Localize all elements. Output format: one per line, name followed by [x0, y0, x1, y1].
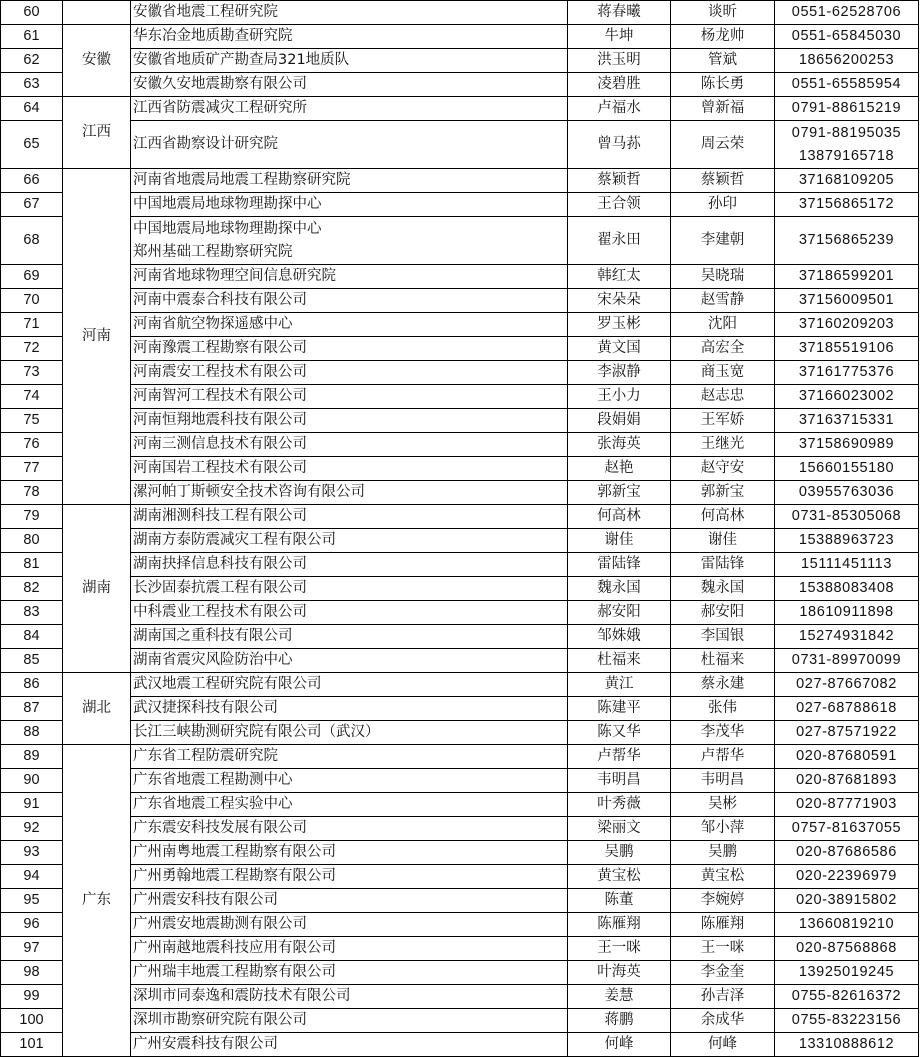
- phone-cell: 37158690989: [775, 433, 919, 457]
- row-number-cell: 89: [1, 745, 63, 769]
- row-number-cell: 87: [1, 697, 63, 721]
- contact-person-cell: 王一咪: [568, 937, 671, 961]
- contact-person-cell: 杜福来: [671, 649, 775, 673]
- table-row: [1, 481, 919, 505]
- phone-cell: 18656200253: [775, 49, 919, 73]
- contact-person-cell: 邹姝娥: [568, 625, 671, 649]
- contact-person-cell: 梁丽文: [568, 817, 671, 841]
- organization-cell: 华东冶金地质勘查研究院: [131, 25, 568, 49]
- table-row: [1, 457, 919, 481]
- table-row: [1, 313, 919, 337]
- row-number-cell: 77: [1, 457, 63, 481]
- phone-cell: 37156009501: [775, 289, 919, 313]
- row-number-cell: 92: [1, 817, 63, 841]
- contact-person-cell: 赵雪静: [671, 289, 775, 313]
- contact-person-cell: 郝安阳: [568, 601, 671, 625]
- contact-person-cell: 曾马荪: [568, 121, 671, 169]
- contact-person-cell: 邹小萍: [671, 817, 775, 841]
- organization-cell: [131, 217, 568, 265]
- table-row: [1, 769, 919, 793]
- organization-cell: 广州南粤地震工程勘察有限公司: [131, 841, 568, 865]
- contact-person-cell: 王军娇: [671, 409, 775, 433]
- contact-person-cell: 吴晓瑞: [671, 265, 775, 289]
- organization-cell: 湖南抉择信息科技有限公司: [131, 553, 568, 577]
- organization-cell: 中科震业工程技术有限公司: [131, 601, 568, 625]
- organization-cell: 河南豫震工程勘察有限公司: [131, 337, 568, 361]
- organization-cell: 河南省地球物理空间信息研究院: [131, 265, 568, 289]
- contact-person-cell: 何峰: [568, 1033, 671, 1057]
- table-row: [1, 217, 919, 265]
- row-number-cell: 101: [1, 1033, 63, 1057]
- row-number-cell: 64: [1, 97, 63, 121]
- contact-person-cell: 商玉宽: [671, 361, 775, 385]
- phone-cell: 18610911898: [775, 601, 919, 625]
- contact-person-cell: 陈建平: [568, 697, 671, 721]
- phone-cell: 15388083408: [775, 577, 919, 601]
- table-row: [1, 97, 919, 121]
- contact-person-cell: 卢帮华: [671, 745, 775, 769]
- contact-person-cell: 韦明昌: [568, 769, 671, 793]
- contact-person-cell: 凌碧胜: [568, 73, 671, 97]
- organization-cell: 河南中震泰合科技有限公司: [131, 289, 568, 313]
- row-number-cell: 95: [1, 889, 63, 913]
- table-row: [1, 1, 919, 25]
- organization-cell: 长沙固泰抗震工程有限公司: [131, 577, 568, 601]
- organization-cell: 漯河帕丁斯顿安全技术咨询有限公司: [131, 481, 568, 505]
- province-cell: 广东: [63, 745, 131, 1057]
- row-number-cell: 70: [1, 289, 63, 313]
- phone-cell: 15660155180: [775, 457, 919, 481]
- organization-cell: 武汉捷探科技有限公司: [131, 697, 568, 721]
- table-row: [1, 337, 919, 361]
- organization-cell: 湖南国之重科技有限公司: [131, 625, 568, 649]
- contact-person-cell: 王一咪: [671, 937, 775, 961]
- organization-cell: 广东省地震工程实验中心: [131, 793, 568, 817]
- contact-person-cell: 王合领: [568, 193, 671, 217]
- phone-cell: 15388963723: [775, 529, 919, 553]
- phone-cell: 0551-62528706: [775, 1, 919, 25]
- phone-cell: 027-68788618: [775, 697, 919, 721]
- table-row: [1, 961, 919, 985]
- table-row: [1, 841, 919, 865]
- province-cell: 河南: [63, 169, 131, 505]
- table-row: [1, 985, 919, 1009]
- province-cell: [63, 1, 131, 25]
- organization-cell: 湖南方泰防震减灾工程有限公司: [131, 529, 568, 553]
- table-row: [1, 121, 919, 169]
- organization-cell: 广州勇翰地震工程勘察有限公司: [131, 865, 568, 889]
- contact-person-cell: 谢佳: [671, 529, 775, 553]
- table-row: [1, 193, 919, 217]
- phone-cell: 0755-82616372: [775, 985, 919, 1009]
- organization-cell: 安徽久安地震勘察有限公司: [131, 73, 568, 97]
- table-row: [1, 745, 919, 769]
- organization-cell: 河南恒翔地震科技有限公司: [131, 409, 568, 433]
- contact-person-cell: 李茂华: [671, 721, 775, 745]
- contact-person-cell: 曾新福: [671, 97, 775, 121]
- contact-person-cell: 谢佳: [568, 529, 671, 553]
- row-number-cell: 71: [1, 313, 63, 337]
- organization-cell: 广州瑞丰地震工程勘察有限公司: [131, 961, 568, 985]
- row-number-cell: 91: [1, 793, 63, 817]
- contact-person-cell: 叶秀薇: [568, 793, 671, 817]
- contact-person-cell: 陈长勇: [671, 73, 775, 97]
- table-row: [1, 913, 919, 937]
- organization-cell: 广东震安科技发展有限公司: [131, 817, 568, 841]
- contact-person-cell: 李建朝: [671, 217, 775, 265]
- phone-cell: 37186599201: [775, 265, 919, 289]
- contact-person-cell: 翟永田: [568, 217, 671, 265]
- organization-cell: 深圳市勘察研究院有限公司: [131, 1009, 568, 1033]
- phone-cell: 0731-89970099: [775, 649, 919, 673]
- organization-cell: 湖南省震灾风险防治中心: [131, 649, 568, 673]
- phone-cell: [775, 121, 919, 169]
- row-number-cell: 63: [1, 73, 63, 97]
- row-number-cell: 75: [1, 409, 63, 433]
- contact-person-cell: 郭新宝: [671, 481, 775, 505]
- organization-cell: 广东省工程防震研究院: [131, 745, 568, 769]
- phone-cell: 13660819210: [775, 913, 919, 937]
- table-row: [1, 505, 919, 529]
- row-number-cell: 96: [1, 913, 63, 937]
- contact-person-cell: 吴鹏: [671, 841, 775, 865]
- row-number-cell: 85: [1, 649, 63, 673]
- contact-person-cell: 蒋鹏: [568, 1009, 671, 1033]
- row-number-cell: 86: [1, 673, 63, 697]
- phone-cell: 37160209203: [775, 313, 919, 337]
- row-number-cell: 61: [1, 25, 63, 49]
- contact-person-cell: 卢福水: [568, 97, 671, 121]
- row-number-cell: 62: [1, 49, 63, 73]
- row-number-cell: 74: [1, 385, 63, 409]
- phone-cell: 37163715331: [775, 409, 919, 433]
- phone-cell: 0551-65585954: [775, 73, 919, 97]
- table-row: [1, 409, 919, 433]
- organization-cell: 安徽省地震工程研究院: [131, 1, 568, 25]
- row-number-cell: 67: [1, 193, 63, 217]
- organization-cell: 广州南越地震科技应用有限公司: [131, 937, 568, 961]
- table-row: [1, 289, 919, 313]
- contact-person-cell: 高宏全: [671, 337, 775, 361]
- province-cell: 湖北: [63, 673, 131, 745]
- phone-line: 13879165718: [798, 147, 895, 164]
- table-row: [1, 601, 919, 625]
- organization-cell: 深圳市同泰逸和震防技术有限公司: [131, 985, 568, 1009]
- contact-person-cell: 李婉婷: [671, 889, 775, 913]
- organization-cell: 广州安震科技有限公司: [131, 1033, 568, 1057]
- contact-person-cell: 韩红太: [568, 265, 671, 289]
- organization-cell: 河南三测信息技术有限公司: [131, 433, 568, 457]
- row-number-cell: 99: [1, 985, 63, 1009]
- contact-person-cell: 罗玉彬: [568, 313, 671, 337]
- row-number-cell: 93: [1, 841, 63, 865]
- contact-person-cell: 蔡颖哲: [568, 169, 671, 193]
- contact-person-cell: 吴彬: [671, 793, 775, 817]
- table-row: [1, 577, 919, 601]
- organization-cell: 广州震安科技有限公司: [131, 889, 568, 913]
- contact-person-cell: 黄江: [568, 673, 671, 697]
- phone-cell: 0731-85305068: [775, 505, 919, 529]
- phone-cell: 13310888612: [775, 1033, 919, 1057]
- table-row: [1, 1033, 919, 1057]
- contact-person-cell: 吴鹏: [568, 841, 671, 865]
- contact-person-cell: 黄宝松: [568, 865, 671, 889]
- table-row: [1, 865, 919, 889]
- roster-body: [1, 1, 919, 1057]
- phone-cell: 020-22396979: [775, 865, 919, 889]
- table-row: [1, 553, 919, 577]
- row-number-cell: 98: [1, 961, 63, 985]
- row-number-cell: 82: [1, 577, 63, 601]
- table-row: [1, 649, 919, 673]
- organization-cell: 广东省地震工程勘测中心: [131, 769, 568, 793]
- phone-cell: 15274931842: [775, 625, 919, 649]
- organization-cell: 长江三峡勘测研究院有限公司（武汉）: [131, 721, 568, 745]
- phone-cell: 37156865172: [775, 193, 919, 217]
- province-cell: 安徽: [63, 25, 131, 97]
- row-number-cell: 65: [1, 121, 63, 169]
- contact-person-cell: 魏永国: [568, 577, 671, 601]
- table-row: [1, 721, 919, 745]
- organization-cell: 中国地震局地球物理勘探中心: [131, 193, 568, 217]
- phone-cell: 027-87571922: [775, 721, 919, 745]
- contact-person-cell: 陈又华: [568, 721, 671, 745]
- contact-person-cell: 雷陆锋: [568, 553, 671, 577]
- table-row: [1, 49, 919, 73]
- contact-person-cell: 杜福来: [568, 649, 671, 673]
- phone-cell: 37161775376: [775, 361, 919, 385]
- row-number-cell: 78: [1, 481, 63, 505]
- contact-person-cell: 张伟: [671, 697, 775, 721]
- contact-person-cell: 郭新宝: [568, 481, 671, 505]
- table-row: [1, 361, 919, 385]
- row-number-cell: 81: [1, 553, 63, 577]
- contact-person-cell: 陈雁翔: [671, 913, 775, 937]
- row-number-cell: 84: [1, 625, 63, 649]
- table-row: [1, 265, 919, 289]
- phone-cell: 13925019245: [775, 961, 919, 985]
- province-cell: 湖南: [63, 505, 131, 673]
- contact-person-cell: 王小力: [568, 385, 671, 409]
- phone-cell: 37166023002: [775, 385, 919, 409]
- contact-person-cell: 雷陆锋: [671, 553, 775, 577]
- organization-cell: 江西省防震减灾工程研究所: [131, 97, 568, 121]
- contact-person-cell: 李国银: [671, 625, 775, 649]
- row-number-cell: 97: [1, 937, 63, 961]
- province-cell: 江西: [63, 97, 131, 169]
- contact-person-cell: 赵守安: [671, 457, 775, 481]
- table-row: [1, 625, 919, 649]
- contact-person-cell: 孙吉泽: [671, 985, 775, 1009]
- phone-line: 0791-88195035: [791, 124, 902, 141]
- organization-cell: 广州震安地震勘测有限公司: [131, 913, 568, 937]
- contact-person-cell: 蒋春曦: [568, 1, 671, 25]
- contact-person-cell: 宋朵朵: [568, 289, 671, 313]
- row-number-cell: 72: [1, 337, 63, 361]
- phone-cell: 020-87680591: [775, 745, 919, 769]
- row-number-cell: 79: [1, 505, 63, 529]
- phone-cell: 0791-88615219: [775, 97, 919, 121]
- phone-cell: 37168109205: [775, 169, 919, 193]
- row-number-cell: 80: [1, 529, 63, 553]
- organization-cell: 河南省航空物探遥感中心: [131, 313, 568, 337]
- contact-person-cell: 赵艳: [568, 457, 671, 481]
- table-row: [1, 793, 919, 817]
- phone-cell: 020-87568868: [775, 937, 919, 961]
- contact-person-cell: 王继光: [671, 433, 775, 457]
- table-row: [1, 529, 919, 553]
- phone-cell: 0757-81637055: [775, 817, 919, 841]
- table-row: [1, 937, 919, 961]
- organization-cell: 武汉地震工程研究院有限公司: [131, 673, 568, 697]
- table-row: [1, 385, 919, 409]
- table-row: [1, 433, 919, 457]
- contact-person-cell: 蔡颖哲: [671, 169, 775, 193]
- phone-cell: 37156865239: [775, 217, 919, 265]
- contact-person-cell: 孙印: [671, 193, 775, 217]
- contact-person-cell: 杨龙帅: [671, 25, 775, 49]
- table-row: [1, 673, 919, 697]
- organization-cell: 河南震安工程技术有限公司: [131, 361, 568, 385]
- contact-person-cell: 洪玉明: [568, 49, 671, 73]
- row-number-cell: 60: [1, 1, 63, 25]
- phone-cell: 020-87686586: [775, 841, 919, 865]
- phone-cell: 020-38915802: [775, 889, 919, 913]
- organization-cell: 湖南湘测科技工程有限公司: [131, 505, 568, 529]
- contact-person-cell: 管斌: [671, 49, 775, 73]
- row-number-cell: 94: [1, 865, 63, 889]
- organization-line: 中国地震局地球物理勘探中心: [133, 220, 322, 237]
- organization-cell: 河南国岩工程技术有限公司: [131, 457, 568, 481]
- contact-person-cell: 张海英: [568, 433, 671, 457]
- phone-cell: 0551-65845030: [775, 25, 919, 49]
- row-number-cell: 69: [1, 265, 63, 289]
- contact-person-cell: 李金奎: [671, 961, 775, 985]
- row-number-cell: 90: [1, 769, 63, 793]
- contact-person-cell: 姜慧: [568, 985, 671, 1009]
- contact-person-cell: 牛坤: [568, 25, 671, 49]
- contact-person-cell: 谈昕: [671, 1, 775, 25]
- organization-line: 郑州基础工程勘察研究院: [133, 243, 293, 260]
- table-row: [1, 73, 919, 97]
- contact-person-cell: 何高林: [671, 505, 775, 529]
- phone-cell: 37185519106: [775, 337, 919, 361]
- contact-person-cell: 余成华: [671, 1009, 775, 1033]
- contact-person-cell: 蔡永建: [671, 673, 775, 697]
- phone-cell: 027-87667082: [775, 673, 919, 697]
- table-row: [1, 169, 919, 193]
- organization-cell: 江西省勘察设计研究院: [131, 121, 568, 169]
- table-row: [1, 817, 919, 841]
- contact-person-cell: 黄宝松: [671, 865, 775, 889]
- table-row: [1, 25, 919, 49]
- contact-person-cell: 陈董: [568, 889, 671, 913]
- table-row: [1, 889, 919, 913]
- row-number-cell: 76: [1, 433, 63, 457]
- phone-cell: 03955763036: [775, 481, 919, 505]
- contact-person-cell: 陈雁翔: [568, 913, 671, 937]
- contact-person-cell: 叶海英: [568, 961, 671, 985]
- row-number-cell: 88: [1, 721, 63, 745]
- contact-person-cell: 周云荣: [671, 121, 775, 169]
- contact-person-cell: 韦明昌: [671, 769, 775, 793]
- contact-person-cell: 何高林: [568, 505, 671, 529]
- table-row: [1, 697, 919, 721]
- row-number-cell: 73: [1, 361, 63, 385]
- contact-person-cell: 魏永国: [671, 577, 775, 601]
- row-number-cell: 68: [1, 217, 63, 265]
- phone-cell: 020-87771903: [775, 793, 919, 817]
- row-number-cell: 83: [1, 601, 63, 625]
- contact-person-cell: 李淑静: [568, 361, 671, 385]
- contact-person-cell: 卢帮华: [568, 745, 671, 769]
- phone-cell: 020-87681893: [775, 769, 919, 793]
- row-number-cell: 100: [1, 1009, 63, 1033]
- phone-cell: 15111451113: [775, 553, 919, 577]
- row-number-cell: 66: [1, 169, 63, 193]
- contact-person-cell: 黄文国: [568, 337, 671, 361]
- organization-cell: 安徽省地质矿产勘查局321地质队: [131, 49, 568, 73]
- organization-cell: 河南省地震局地震工程勘察研究院: [131, 169, 568, 193]
- contact-person-cell: 赵志忠: [671, 385, 775, 409]
- organization-cell: 河南智河工程技术有限公司: [131, 385, 568, 409]
- contact-person-cell: 段娟娟: [568, 409, 671, 433]
- phone-cell: 0755-83223156: [775, 1009, 919, 1033]
- contact-person-cell: 郝安阳: [671, 601, 775, 625]
- contact-person-cell: 何峰: [671, 1033, 775, 1057]
- table-row: [1, 1009, 919, 1033]
- contact-person-cell: 沈阳: [671, 313, 775, 337]
